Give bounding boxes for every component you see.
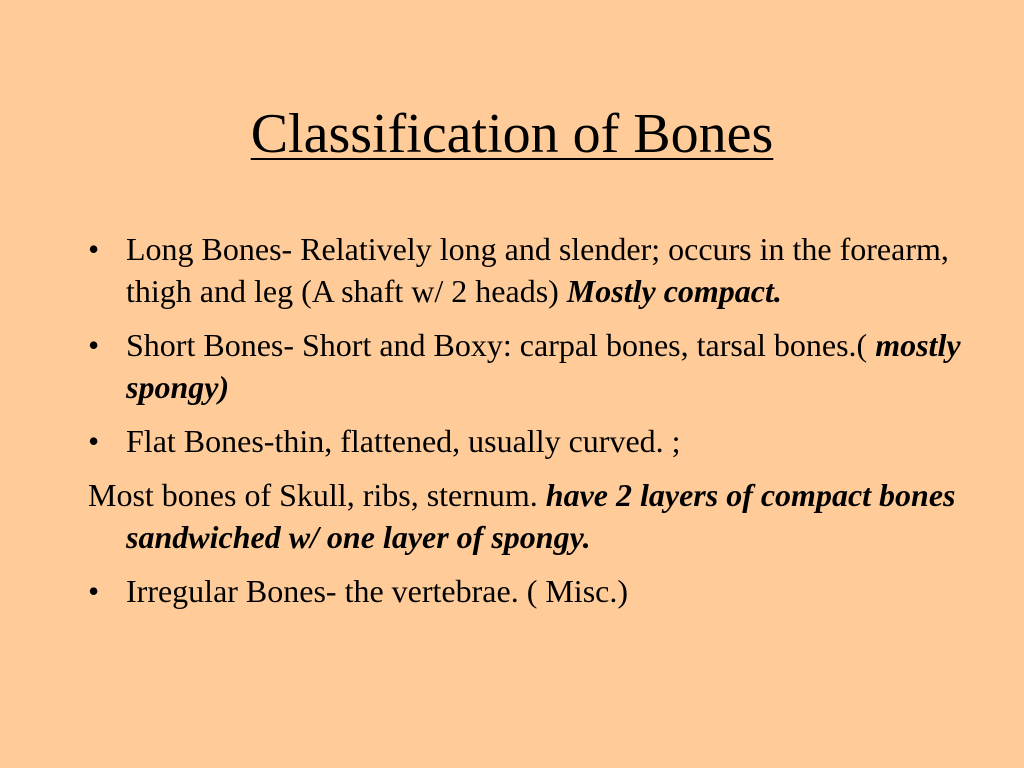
item-text: Irregular Bones- the vertebrae. ( Misc.) — [126, 573, 628, 609]
list-item-flat-bones — [88, 420, 968, 462]
item-emphasis: have 2 layers of compact bones sandwiched w/ one layer of spongy. — [126, 477, 956, 555]
item-text: Most bones of Skull, ribs, sternum. — [88, 477, 546, 513]
list-item-short-bones — [88, 324, 968, 408]
list-item-flat-bones-detail — [88, 474, 968, 558]
item-text: Flat Bones-thin, flattened, usually curved. ; — [126, 423, 681, 459]
list-item-irregular-bones — [88, 570, 968, 612]
list-item-long-bones — [88, 228, 968, 312]
item-text: Short Bones- Short and Boxy: carpal bones, tarsal bones.( — [126, 327, 876, 363]
bullet-icon: • — [88, 231, 100, 267]
bullet-icon: • — [88, 327, 100, 363]
item-emphasis: mostly spongy) — [126, 327, 961, 405]
bullet-icon: • — [88, 423, 100, 459]
item-emphasis: Mostly compact — [566, 273, 774, 309]
bullet-icon: • — [88, 573, 100, 609]
item-text: Long Bones- Relatively long and slender; occurs in the forearm, thigh and leg (A shaft w/ 2 heads) — [126, 231, 949, 309]
slide-body-list — [88, 228, 968, 624]
slide-title: Classification of Bones — [250, 103, 774, 165]
item-tail: . — [773, 273, 782, 309]
